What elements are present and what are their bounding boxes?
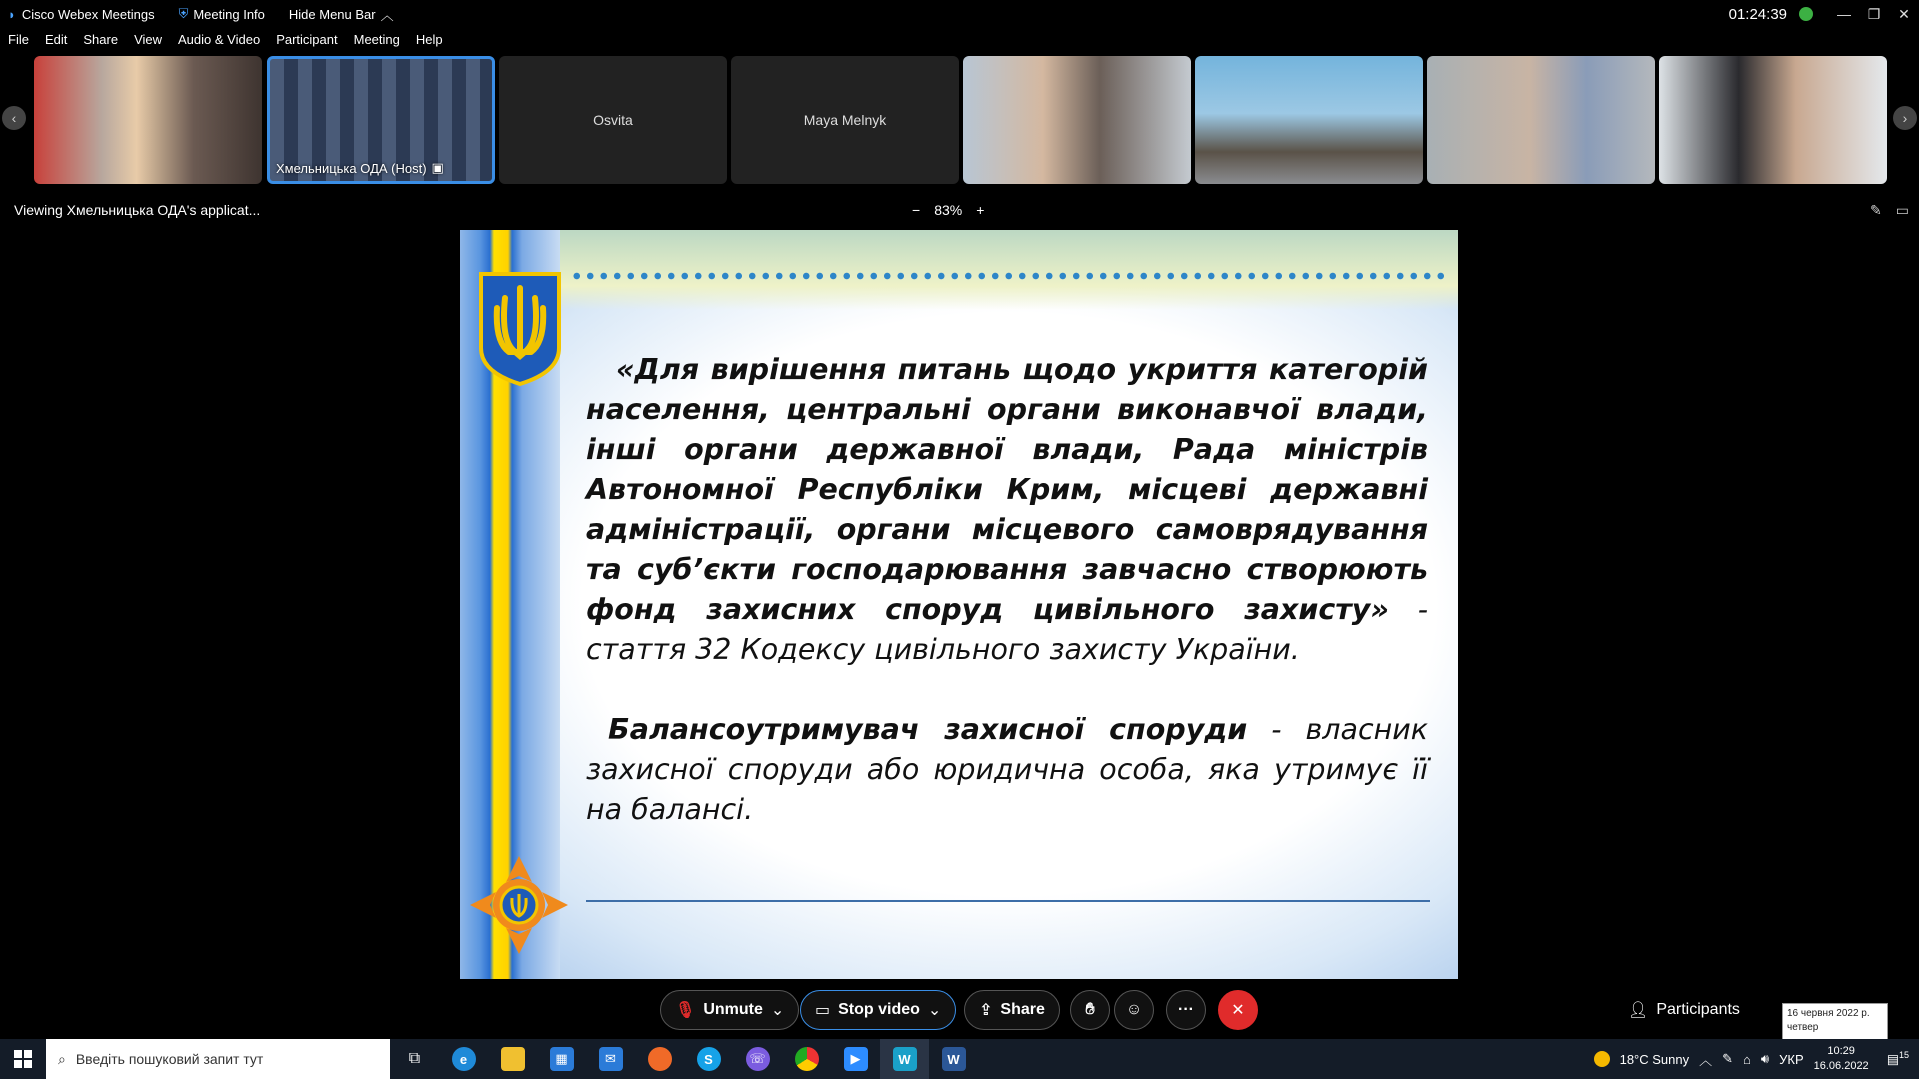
paragraph-2-rest: - власник захисної споруди або юридична особа, яка утримує її на балансі.: [586, 713, 1428, 826]
share-label: Share: [1000, 1001, 1045, 1018]
webex-taskbar-icon[interactable]: W: [880, 1039, 929, 1079]
share-tools: [1870, 202, 1909, 219]
zoom-in-button[interactable]: +: [976, 202, 985, 218]
participant-tile[interactable]: [731, 56, 959, 184]
shared-slide: [460, 230, 1458, 979]
participant-name: Хмельницька ОДА (Host): [276, 160, 427, 176]
slide-paragraph-1: [586, 350, 1428, 670]
search-placeholder: Введіть пошуковий запит тут: [75, 1051, 264, 1067]
chevron-down-icon[interactable]: ⌄: [927, 1002, 942, 1019]
participants-button[interactable]: [1628, 1000, 1740, 1020]
chevron-up-icon: ︿: [380, 7, 394, 23]
start-button[interactable]: [0, 1039, 46, 1079]
participant-tile[interactable]: [499, 56, 727, 184]
viber-icon[interactable]: ☏: [733, 1039, 782, 1079]
view-options-icon[interactable]: ▭: [1895, 202, 1909, 218]
hide-menu-label: Hide Menu Bar: [288, 6, 376, 22]
edge-icon[interactable]: e: [439, 1039, 488, 1079]
language-indicator[interactable]: УКР: [1779, 1051, 1804, 1067]
participant-strip: [0, 56, 1919, 184]
taskbar-clock[interactable]: [1814, 1044, 1869, 1074]
zoom-control: [912, 202, 984, 218]
notifications-icon[interactable]: ▤$^{15}$: [1886, 1050, 1909, 1067]
menu-participant[interactable]: Participant: [276, 32, 338, 47]
shield-icon: ⛨: [178, 6, 189, 21]
pen-icon[interactable]: ✎: [1722, 1051, 1734, 1066]
meeting-info-label: Meeting Info: [193, 6, 265, 22]
date-tooltip: [1782, 1003, 1888, 1041]
meeting-controls: [0, 984, 1919, 1036]
meeting-timer: 01:24:39: [1728, 5, 1787, 23]
file-explorer-icon[interactable]: [488, 1039, 537, 1079]
menu-bar: [0, 32, 451, 54]
participant-tile[interactable]: [34, 56, 262, 184]
windows-taskbar: [0, 1039, 1919, 1079]
meeting-info-button[interactable]: [179, 6, 265, 22]
menu-file[interactable]: File: [8, 32, 29, 47]
skype-icon[interactable]: S: [684, 1039, 733, 1079]
screen-share-icon: ▣: [431, 160, 444, 175]
menu-edit[interactable]: Edit: [44, 32, 68, 47]
windows-logo-icon: [14, 1050, 32, 1068]
participants-label: Participants: [1656, 1001, 1740, 1018]
share-button[interactable]: [964, 990, 1060, 1030]
tooltip-date: 16 червня 2022 р.: [1787, 1008, 1870, 1019]
taskbar-search-box[interactable]: [46, 1039, 390, 1079]
microphone-muted-icon: 🎙︎: [675, 1002, 696, 1019]
firefox-icon[interactable]: [635, 1039, 684, 1079]
annotate-icon[interactable]: ✎: [1870, 202, 1882, 218]
person-icon: 👤︎: [1628, 1002, 1649, 1019]
close-icon: ✕: [1231, 1002, 1245, 1019]
more-label: ···: [1178, 1001, 1194, 1018]
menu-help[interactable]: Help: [415, 32, 443, 47]
stop-video-label: Stop video: [838, 1001, 920, 1018]
participant-tile-host[interactable]: [267, 56, 495, 184]
taskbar-time: 10:29: [1827, 1045, 1855, 1057]
share-view-bar: [0, 198, 1919, 224]
network-icon[interactable]: ⌂: [1743, 1051, 1751, 1067]
weather-text[interactable]: 18°C Sunny: [1619, 1051, 1690, 1067]
menu-share[interactable]: Share: [83, 32, 119, 47]
zoom-icon[interactable]: ▶: [831, 1039, 880, 1079]
paragraph-1-rest: - стаття 32 Кодексу цивільного захисту України.: [586, 593, 1428, 666]
paragraph-1-bold: «Для вирішення питань щодо укриття категорій населення, центральні органи виконавчої влади, інші органи державної влади, Рада міністрів Автономної Республіки Крим, місцеві державні адміністрації, органи місцевого самоврядування та суб’єкти господарювання завчасно створюють фонд захисних споруд цивільного захисту»: [586, 353, 1428, 626]
camera-icon: ▭: [815, 1002, 831, 1019]
store-icon[interactable]: ▦: [537, 1039, 586, 1079]
share-screen-icon: ⇪: [979, 1002, 993, 1019]
more-options-button[interactable]: [1166, 990, 1206, 1030]
app-title: [8, 7, 155, 22]
slide-top-band: [460, 230, 1458, 310]
volume-icon[interactable]: 🔊︎: [1760, 1051, 1770, 1066]
menu-meeting[interactable]: Meeting: [353, 32, 400, 47]
rescue-service-emblem-icon: [466, 852, 572, 958]
connection-status-icon[interactable]: [1799, 7, 1813, 21]
emoji-icon: ☺: [1125, 1001, 1143, 1018]
leave-meeting-button[interactable]: [1218, 990, 1258, 1030]
word-icon[interactable]: W: [929, 1039, 978, 1079]
zoom-out-button[interactable]: −: [912, 202, 921, 218]
notification-count: 15: [1898, 1050, 1909, 1061]
zoom-level: 83%: [934, 202, 963, 218]
minimize-button[interactable]: —: [1837, 6, 1851, 22]
chevron-up-icon[interactable]: ︿: [1699, 1052, 1713, 1068]
search-icon: ⌕: [58, 1050, 66, 1067]
raise-hand-button[interactable]: [1070, 990, 1110, 1030]
app-name: Cisco Webex Meetings: [21, 6, 155, 22]
participant-tile[interactable]: [1659, 56, 1887, 184]
slide-paragraph-2: [586, 710, 1428, 830]
menu-view[interactable]: View: [134, 32, 163, 47]
task-view-icon[interactable]: ⧉: [408, 1050, 421, 1067]
participant-tile[interactable]: [963, 56, 1191, 184]
viewing-label: Viewing Хмельницька ОДА's applicat...: [14, 202, 261, 218]
taskbar-date: 16.06.2022: [1813, 1060, 1869, 1072]
participant-label: [276, 160, 444, 176]
chevron-down-icon[interactable]: ⌄: [770, 1002, 785, 1019]
hide-menu-bar-button[interactable]: [289, 5, 394, 24]
title-bar-right: [1729, 0, 1919, 28]
strip-prev-button[interactable]: ‹: [2, 106, 26, 130]
menu-audio-video[interactable]: Audio & Video: [178, 32, 261, 47]
hand-icon: ✋︎: [1085, 1001, 1095, 1018]
mail-icon[interactable]: ✉: [586, 1039, 635, 1079]
title-bar: [0, 0, 1919, 28]
weather-sun-icon: [1594, 1051, 1610, 1067]
participant-tile[interactable]: [1427, 56, 1655, 184]
participant-tile[interactable]: [1195, 56, 1423, 184]
system-tray: [1594, 1039, 1919, 1079]
webex-logo-icon: ◗: [8, 6, 16, 22]
unmute-label: Unmute: [703, 1001, 763, 1018]
trident-emblem-icon: [475, 268, 565, 386]
strip-next-button[interactable]: ›: [1893, 106, 1917, 130]
close-window-button[interactable]: ✕: [1898, 5, 1910, 22]
chrome-icon[interactable]: [782, 1039, 831, 1079]
unmute-button[interactable]: [660, 990, 799, 1030]
stop-video-button[interactable]: [800, 990, 956, 1030]
paragraph-2-bold: Балансоутримувач захисної споруди: [608, 713, 1248, 746]
tooltip-weekday: четвер: [1787, 1022, 1819, 1033]
participant-name: Maya Melnyk: [803, 112, 887, 128]
slide-divider: [586, 900, 1430, 902]
slide-text: [586, 350, 1428, 830]
restore-button[interactable]: ❐: [1867, 5, 1881, 22]
slide-dotted-line: [570, 272, 1450, 280]
reactions-button[interactable]: [1114, 990, 1154, 1030]
participant-name: Osvita: [593, 112, 633, 128]
